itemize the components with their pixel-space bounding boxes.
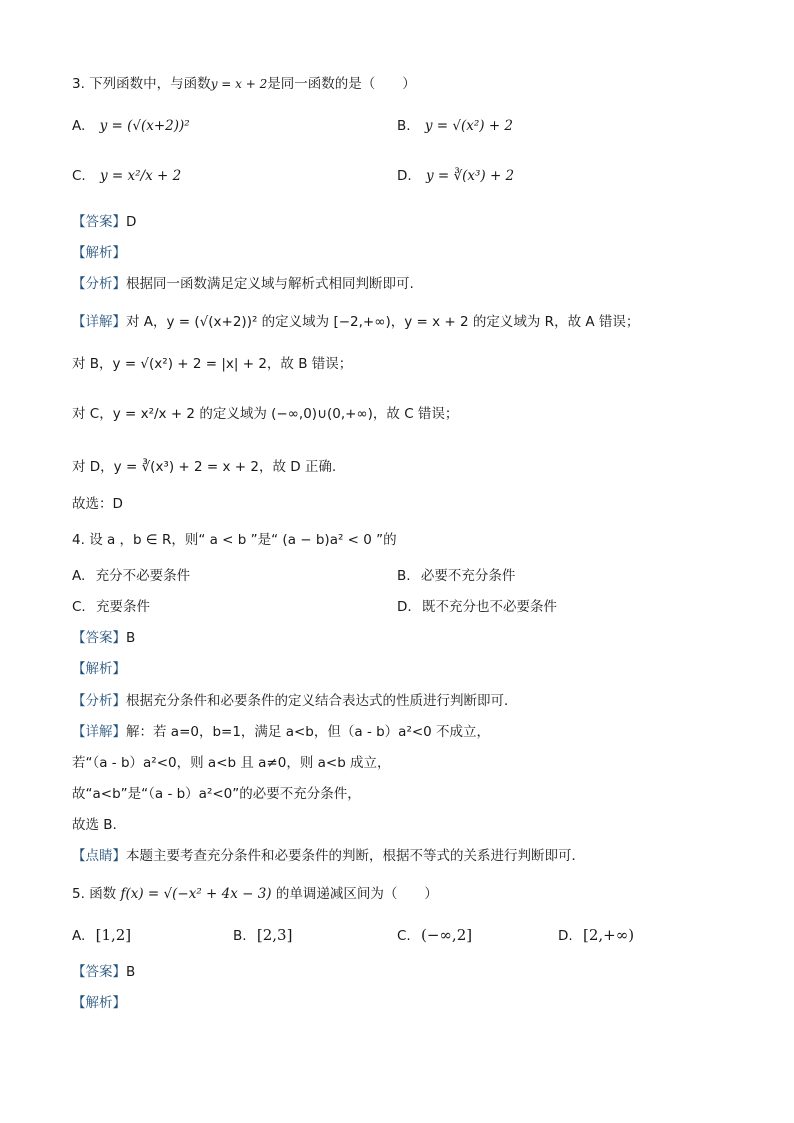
q3-detail-b <box>72 354 352 374</box>
q3-stem-text-b: 是同一函数的是（ ） <box>267 76 416 92</box>
q3-detail-a-text: 对 A，y = (√(x+2))² 的定义域为 [−2,+∞)，y = x + 2 的定义域为 R，故 A 错误； <box>126 314 640 330</box>
q3-option-b-label: B. <box>397 118 411 134</box>
q4-option-c-label: C. <box>72 599 86 615</box>
q5-stem-text-a: 函数 <box>89 886 117 902</box>
q3-analysis-heading <box>72 243 126 263</box>
q5-analysis-heading <box>72 993 126 1013</box>
q5-number: 5. <box>72 886 85 902</box>
q5-stem-text-b: 的单调递减区间为（ ） <box>275 886 438 902</box>
q4-option-d-text: 既不充分也不必要条件 <box>421 599 557 615</box>
q4-fenxi <box>72 691 518 711</box>
q4-option-c-text: 充要条件 <box>96 599 151 615</box>
q4-option-d-label: D. <box>397 599 412 615</box>
q4-dianjing <box>72 846 585 866</box>
q4-fenxi-text: 根据充分条件和必要条件的定义结合表达式的性质进行判断即可． <box>126 693 518 709</box>
q4-answer-tag: 【答案】 <box>72 630 126 646</box>
q5-analysis-tag: 【解析】 <box>72 995 126 1011</box>
q5-stem-function: f(x) = √(−x² + 4x − 3) <box>120 886 272 902</box>
q5-option-a-label: A. <box>72 928 86 944</box>
q3-fenxi-tag: 【分析】 <box>72 276 126 292</box>
q3-choose-text: 故选：D <box>72 496 123 512</box>
q3-option-c <box>72 166 181 186</box>
q4-detail-2-text: 若“（a - b）a²<0，则 a<b 且 a≠0，则 a<b 成立， <box>72 755 391 771</box>
q4-answer-value: B <box>126 630 136 646</box>
q3-option-c-expr: y = x²/x + 2 <box>100 168 182 184</box>
q4-detail-1 <box>72 722 490 742</box>
q4-detail-2 <box>72 753 391 773</box>
q3-option-a-expr: y = (√(x+2))² <box>99 118 190 134</box>
q3-detail-tag: 【详解】 <box>72 314 126 330</box>
q5-answer <box>72 962 135 982</box>
q5-stem <box>72 884 438 904</box>
q3-fenxi <box>72 274 414 294</box>
q3-fenxi-text: 根据同一函数满足定义域与解析式相同判断即可. <box>126 276 414 292</box>
q5-option-d-label: D. <box>558 928 573 944</box>
q3-option-b <box>397 116 513 136</box>
q3-answer-tag: 【答案】 <box>72 214 126 230</box>
q3-analysis-tag: 【解析】 <box>72 245 126 261</box>
q3-option-c-label: C. <box>72 168 86 184</box>
q3-option-a <box>72 116 190 136</box>
q3-option-d-expr: y = ∛(x³) + 2 <box>425 168 515 184</box>
q5-option-a <box>72 925 131 946</box>
q3-option-b-expr: y = √(x²) + 2 <box>424 118 514 134</box>
q4-option-c <box>72 597 150 617</box>
q4-option-b <box>397 566 515 586</box>
q4-dianjing-text: 本题主要考查充分条件和必要条件的判断，根据不等式的关系进行判断即可． <box>126 848 585 864</box>
q5-option-b-text: [2,3] <box>256 926 293 944</box>
q3-answer-value: D <box>126 214 137 230</box>
q4-choose <box>72 815 117 835</box>
q4-number: 4. <box>72 532 85 548</box>
q4-detail-3 <box>72 784 361 804</box>
q4-stem <box>72 530 397 550</box>
q4-option-a-label: A. <box>72 568 86 584</box>
q5-option-d <box>558 925 634 946</box>
q4-analysis-heading <box>72 659 126 679</box>
q3-detail-a <box>72 312 639 332</box>
q5-option-c-text: (−∞,2] <box>421 926 473 944</box>
q4-stem-text: 设 a ，b ∈ R，则“ a < b ”是“ (a − b)a² < 0 ”的 <box>89 532 397 548</box>
q4-option-d <box>397 597 557 617</box>
q4-analysis-tag: 【解析】 <box>72 661 126 677</box>
q5-option-b-label: B. <box>233 928 247 944</box>
q3-stem <box>72 74 416 94</box>
q5-option-c <box>397 925 472 946</box>
q5-option-c-label: C. <box>397 928 411 944</box>
q3-detail-b-text: 对 B，y = √(x²) + 2 = |x| + 2，故 B 错误； <box>72 356 353 372</box>
q3-detail-d-text: 对 D，y = ∛(x³) + 2 = x + 2，故 D 正确. <box>72 459 337 475</box>
q3-choose <box>72 494 123 514</box>
q4-fenxi-tag: 【分析】 <box>72 693 126 709</box>
q5-answer-tag: 【答案】 <box>72 964 126 980</box>
q5-option-b <box>233 925 292 946</box>
q3-option-a-label: A. <box>72 118 86 134</box>
q4-detail-1-text: 解：若 a=0，b=1，满足 a<b，但（a - b）a²<0 不成立， <box>126 724 491 740</box>
q3-detail-d <box>72 457 336 477</box>
q4-answer <box>72 628 135 648</box>
q4-option-b-label: B. <box>397 568 411 584</box>
q4-detail-3-text: 故“a<b”是“（a - b）a²<0”的必要不充分条件， <box>72 786 361 802</box>
q5-option-d-text: [2,+∞) <box>582 926 635 944</box>
q4-detail-tag: 【详解】 <box>72 724 126 740</box>
q5-option-a-text: [1,2] <box>95 926 132 944</box>
q3-number: 3. <box>72 76 85 92</box>
q3-detail-c-text: 对 C，y = x²/x + 2 的定义域为 (−∞,0)∪(0,+∞)，故 C 错误； <box>72 406 459 422</box>
q5-answer-value: B <box>126 964 136 980</box>
q4-option-a <box>72 566 190 586</box>
q4-dianjing-tag: 【点睛】 <box>72 848 126 864</box>
q3-stem-text-a: 下列函数中，与函数 <box>89 76 211 92</box>
q4-choose-text: 故选 B. <box>72 817 117 833</box>
q3-detail-c <box>72 404 458 424</box>
q4-option-a-text: 充分不必要条件 <box>95 568 191 584</box>
q3-option-d-label: D. <box>397 168 412 184</box>
q3-stem-function: y = x + 2 <box>210 77 268 91</box>
q4-option-b-text: 必要不充分条件 <box>420 568 516 584</box>
q3-answer <box>72 212 136 232</box>
q3-option-d <box>397 166 514 186</box>
